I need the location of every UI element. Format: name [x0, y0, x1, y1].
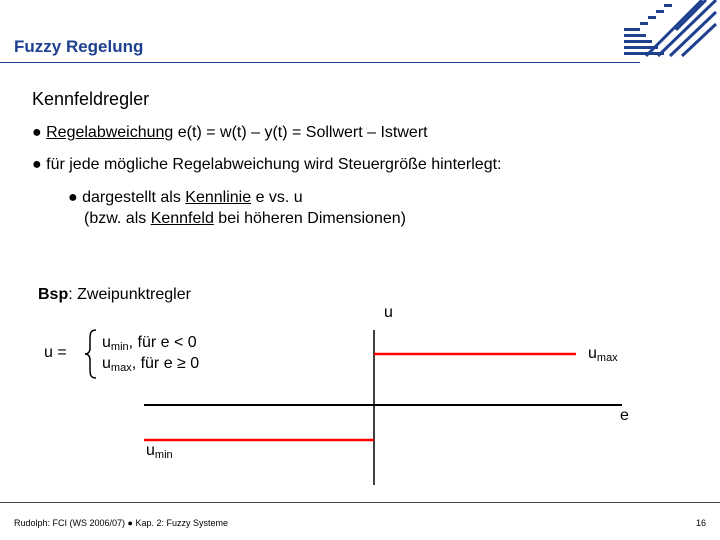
page-number: 16: [695, 518, 706, 528]
term-kennfeld: Kennfeld: [150, 210, 214, 227]
bullet-text: dargestellt als: [82, 189, 186, 206]
term-kennlinie: Kennlinie: [185, 189, 252, 206]
umin-label: [146, 442, 173, 461]
example-text: : Zweipunktregler: [68, 286, 191, 303]
case-var: u: [102, 355, 111, 372]
y-axis-label: u: [384, 304, 393, 321]
label-var: u: [146, 442, 155, 459]
label-sub: max: [596, 352, 618, 364]
label-sub: min: [154, 449, 173, 461]
footer-citation: Rudolph: FCI (WS 2006/07) ● Kap. 2: Fuzzy Systeme: [14, 518, 229, 528]
bullet-text: e(t) = w(t) – y(t) = Sollwert – Istwert: [173, 124, 428, 141]
case-sub: max: [110, 362, 132, 374]
bullet-text: bei höheren Dimensionen): [213, 210, 406, 227]
x-axis-label: e: [620, 407, 629, 424]
bullet-marker: ●: [32, 156, 42, 173]
umax-label: [588, 345, 618, 364]
bullet-text: e vs. u: [251, 189, 303, 206]
case-var: u: [102, 334, 111, 351]
slide-heading: Kennfeldregler: [32, 89, 150, 109]
bullet-marker: ●: [68, 189, 78, 206]
case-cond: , für e < 0: [128, 334, 197, 351]
slide-header-title: Fuzzy Regelung: [14, 37, 144, 56]
bullet-text: für jede mögliche Regelabweichung wird Steuergröße hinterlegt:: [46, 156, 502, 173]
case-sub: min: [110, 341, 129, 353]
term-regelabweichung: Regelabweichung: [46, 124, 174, 141]
bullet-text: (bzw. als: [84, 210, 151, 227]
bullet-marker: ●: [32, 124, 42, 141]
example-keyword: Bsp: [38, 286, 69, 303]
label-var: u: [588, 345, 597, 362]
case-cond: , für e ≥ 0: [131, 355, 200, 372]
formula-lhs: u =: [44, 344, 67, 361]
footer-divider: [0, 502, 720, 503]
